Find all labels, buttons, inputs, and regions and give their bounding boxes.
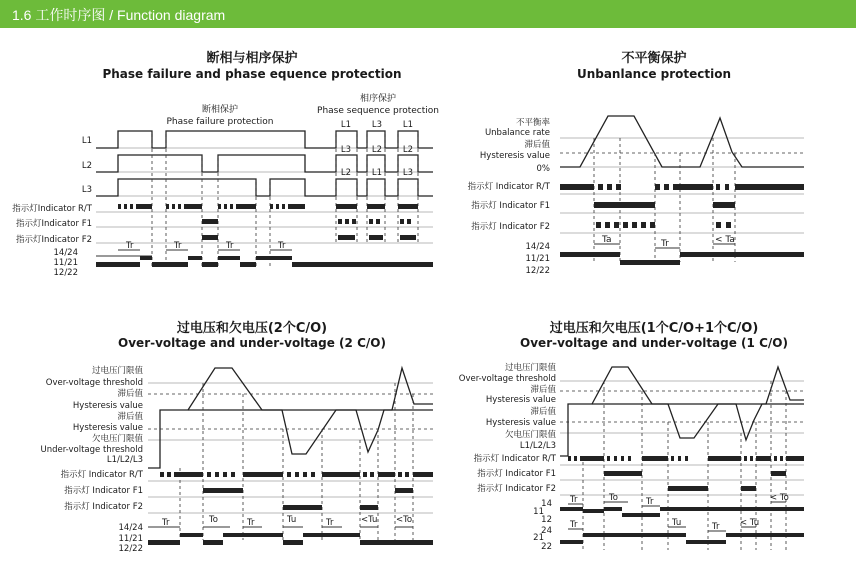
p2-title-en: Unbanlance protection: [576, 67, 732, 81]
p1-tr-labels: [118, 241, 292, 251]
p4-row-3: Hysteresis value: [485, 395, 556, 405]
p3-title-en: Over-voltage and under-voltage (2 C/O): [118, 336, 386, 350]
p2-row-4: 0%: [536, 164, 550, 174]
p1-l3-waveform: [96, 179, 433, 196]
p1-row-rt: 指示灯Indicator R/T: [12, 204, 92, 214]
p1-row-l1: L1: [81, 136, 92, 146]
p3-row-13: 11/21: [118, 534, 143, 544]
p1-seq-6: L2: [402, 145, 414, 155]
p4-row-11: 14: [541, 499, 552, 509]
svg-text:Tr: Tr: [174, 241, 182, 251]
p3-row-4: 滞后值: [117, 412, 143, 422]
p4-row-4: 滞后值: [530, 407, 556, 417]
p1-relay-bars: [96, 256, 433, 267]
p2-unbalance-waveform: [560, 116, 804, 167]
p3-row-0: 过电压门限值: [91, 366, 143, 376]
svg-text:Tr: Tr: [278, 241, 286, 251]
p2-row-2: 滞后值: [524, 140, 550, 150]
p4-title-en: Over-voltage and under-voltage (1 C/O): [520, 336, 788, 350]
p2-row-9: 11/21: [525, 254, 550, 264]
svg-text:Tr: Tr: [162, 518, 170, 528]
svg-text:Tr: Tr: [570, 520, 578, 530]
p3-row-1: Over-voltage threshold: [45, 378, 143, 388]
p1-sub1-en: Phase failure protection: [166, 117, 274, 127]
p3-row-10: 指示灯 Indicator F1: [64, 486, 143, 496]
p1-row-1424: 14/24: [53, 248, 78, 258]
p4-row-1: Over-voltage threshold: [458, 374, 556, 384]
p1-seq-3: L3: [371, 120, 383, 130]
p4-row-14: 21: [533, 533, 544, 543]
p4-voltage-waveform: [560, 367, 804, 456]
p4-row-0: 过电压门限值: [504, 363, 556, 373]
p1-row-l3: L3: [81, 185, 92, 195]
p2-row-10: 12/22: [525, 266, 550, 276]
panel-voltage-1co: [459, 320, 804, 552]
p1-f2-indicator: [202, 235, 416, 240]
p2-f2-indicator: [596, 222, 731, 228]
p4-rt-indicator: [568, 456, 804, 461]
svg-text:< Tu: < Tu: [740, 518, 760, 528]
p3-title-cn: 过电压和欠电压(2个C/O): [176, 321, 328, 336]
svg-text:Tu: Tu: [287, 515, 297, 525]
p3-row-11: 指示灯 Indicator F2: [64, 502, 143, 512]
p2-row-0: 不平衡率: [515, 118, 550, 128]
p1-seq-5: L1: [402, 120, 414, 130]
p3-row-5: Hysteresis value: [72, 423, 143, 433]
svg-text:Tr: Tr: [226, 241, 234, 251]
p4-row-13: 12: [541, 515, 552, 525]
p4-f1-indicator: [604, 471, 786, 476]
p3-row-9: 指示灯 Indicator R/T: [60, 470, 143, 480]
p1-row-1121: 11/21: [53, 258, 78, 268]
p4-row-9: 指示灯 Indicator F1: [477, 469, 556, 479]
p2-rt-indicator: [560, 184, 804, 190]
p1-row-1222: 12/22: [53, 268, 78, 278]
section-title: 1.6 工作时序图 / Function diagram: [12, 7, 226, 23]
svg-text:Tr: Tr: [646, 497, 654, 507]
p1-seq-1: L1: [340, 120, 352, 130]
svg-text:< To: < To: [770, 493, 789, 503]
p4-row-2: 滞后值: [530, 385, 556, 395]
p3-f2-indicator: [283, 505, 378, 510]
p2-f1-indicator: [594, 202, 735, 208]
p1-seq-2: L3: [340, 145, 352, 155]
p2-row-7: 指示灯 Indicator F2: [471, 222, 550, 232]
p3-row-8: L1/L2/L3: [106, 455, 143, 465]
svg-text:To: To: [209, 515, 218, 525]
p1-l2-waveform: [96, 155, 433, 172]
p3-row-12: 14/24: [118, 523, 143, 533]
p2-row-5: 指示灯 Indicator R/T: [467, 182, 550, 192]
svg-text:Tr: Tr: [712, 522, 720, 532]
svg-text:<To: <To: [396, 515, 413, 525]
panel-phase-failure: [12, 50, 439, 278]
panel-voltage-2co: [40, 320, 433, 554]
svg-text:Tr: Tr: [326, 518, 334, 528]
p3-row-2: 滞后值: [117, 389, 143, 399]
svg-text:Tr: Tr: [247, 518, 255, 528]
p2-title-cn: 不平衡保护: [621, 51, 687, 66]
p4-f2-indicator: [668, 486, 756, 491]
svg-text:Tr: Tr: [570, 495, 578, 505]
p2-row-8: 14/24: [525, 242, 550, 252]
p3-relay-bars: [148, 533, 433, 545]
p2-tr-label: Tr: [661, 239, 669, 249]
p3-row-3: Hysteresis value: [72, 401, 143, 411]
p4-row-6: 欠电压门限值: [504, 430, 556, 440]
p4-relay1-bars: [560, 507, 804, 517]
p2-ta2-label: < Ta: [715, 235, 735, 245]
p1-sub2-cn: 相序保护: [359, 94, 397, 104]
svg-text:Tu: Tu: [672, 518, 682, 528]
p3-row-14: 12/22: [118, 544, 143, 554]
p4-row-5: Hysteresis value: [485, 418, 556, 428]
svg-text:To: To: [609, 493, 618, 503]
p1-seq-4: L2: [371, 145, 383, 155]
p2-row-1: Unbalance rate: [484, 128, 550, 138]
p3-f1-indicator: [203, 488, 413, 493]
p1-title-cn: 断相与相序保护: [206, 51, 298, 66]
p4-row-10: 指示灯 Indicator F2: [477, 484, 556, 494]
p3-row-6: 欠电压门限值: [91, 434, 143, 444]
p4-time-labels-2: [568, 518, 759, 532]
p1-sub1-cn: 断相保护: [201, 105, 239, 115]
p2-ta-label: Ta: [602, 235, 612, 245]
p4-title-cn: 过电压和欠电压(1个C/O+1个C/O): [549, 321, 759, 336]
p1-f1-indicator: [202, 219, 411, 224]
svg-text:Tr: Tr: [126, 241, 134, 251]
p1-row-l2: L2: [81, 161, 92, 171]
p3-rt-indicator: [160, 472, 433, 477]
p4-row-8: 指示灯 Indicator R/T: [473, 454, 556, 464]
p1-rt-indicator: [118, 204, 418, 209]
p4-row-12: 11: [533, 507, 544, 517]
p4-relay2-bars: [560, 533, 804, 544]
p2-row-3: Hysteresis value: [479, 151, 550, 161]
p3-time-labels: [148, 515, 413, 528]
p1-row-f1: 指示灯Indicator F1: [15, 219, 92, 229]
p4-row-7: L1/L2/L3: [519, 441, 556, 451]
p4-row-15: 24: [541, 526, 552, 536]
panel-unbalance: [468, 50, 804, 276]
p3-row-7: Under-voltage threshold: [40, 445, 143, 455]
p1-seq-8: L1: [371, 168, 383, 178]
p2-row-6: 指示灯 Indicator F1: [471, 201, 550, 211]
p1-seq-7: L2: [340, 168, 352, 178]
p1-l1-waveform: [96, 131, 433, 148]
p1-seq-9: L3: [402, 168, 414, 178]
p1-title-en: Phase failure and phase equence protection: [102, 67, 402, 81]
p2-relay-bars: [560, 252, 804, 265]
svg-text:<Tu: <Tu: [361, 515, 378, 525]
p1-sub2-en: Phase sequence protection: [317, 106, 439, 116]
p4-row-16: 22: [541, 542, 552, 552]
p1-row-f2: 指示灯Indicator F2: [15, 235, 92, 245]
